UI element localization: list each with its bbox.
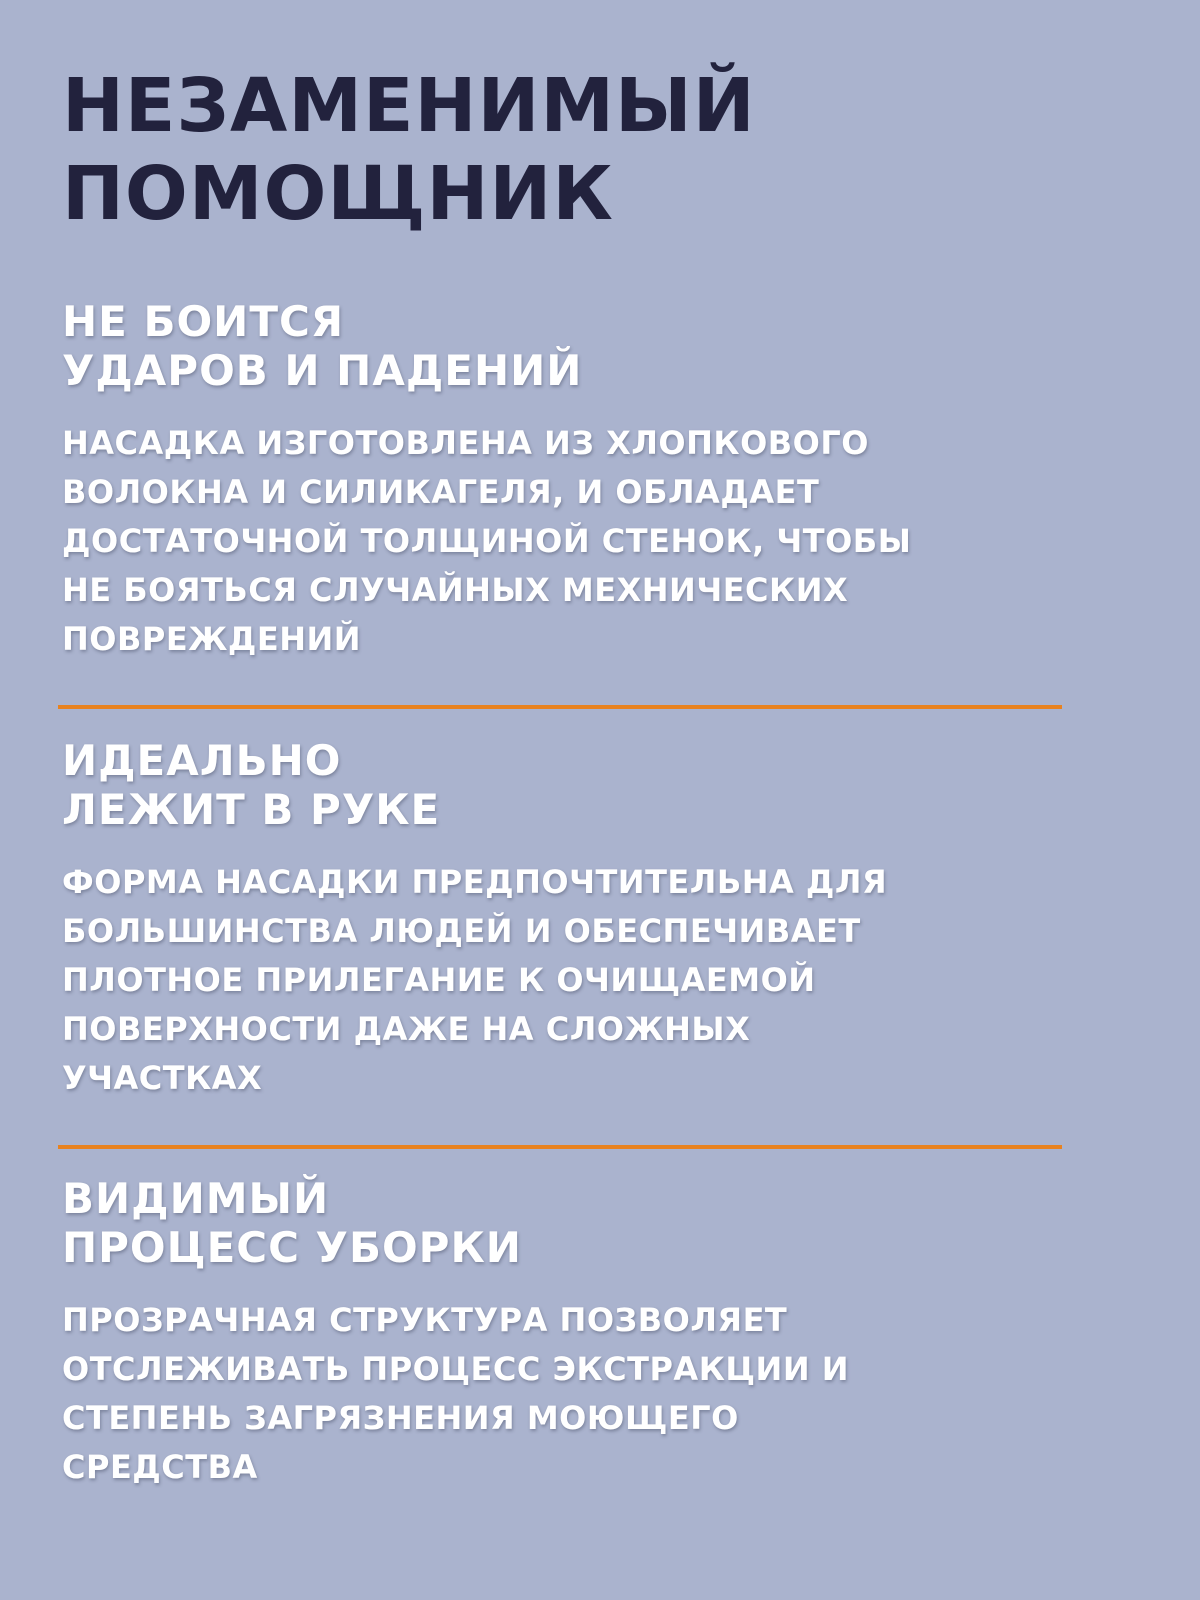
section-heading-line: ПРОЦЕСС УБОРКИ: [62, 1223, 522, 1272]
section-body: [62, 419, 911, 664]
section-body: [62, 1296, 849, 1492]
body-line: ФОРМА НАСАДКИ ПРЕДПОЧТИТЕЛЬНА ДЛЯ: [62, 863, 888, 901]
body-line: НЕ БОЯТЬСЯ СЛУЧАЙНЫХ МЕХНИЧЕСКИХ: [62, 571, 849, 609]
section-heading-line: УДАРОВ И ПАДЕНИЙ: [62, 346, 583, 395]
section-body: [62, 858, 887, 1103]
body-line: БОЛЬШИНСТВА ЛЮДЕЙ И ОБЕСПЕЧИВАЕТ: [62, 912, 861, 950]
section-heading-line: ИДЕАЛЬНО: [62, 736, 342, 785]
body-line: ПРОЗРАЧНАЯ СТРУКТУРА ПОЗВОЛЯЕТ: [62, 1301, 788, 1339]
section-heading: [62, 736, 1152, 834]
body-line: СРЕДСТВА: [62, 1448, 258, 1486]
body-line: ПОВРЕЖДЕНИЙ: [62, 620, 362, 658]
section-heading: [62, 1174, 1152, 1272]
body-line: ПЛОТНОЕ ПРИЛЕГАНИЕ К ОЧИЩАЕМОЙ: [62, 961, 816, 999]
section-heading-line: ВИДИМЫЙ: [62, 1174, 330, 1223]
page-title: [62, 62, 756, 238]
section-divider: [58, 1145, 1062, 1149]
body-line: ВОЛОКНА И СИЛИКАГЕЛЯ, И ОБЛАДАЕТ: [62, 473, 820, 511]
body-line: СТЕПЕНЬ ЗАГРЯЗНЕНИЯ МОЮЩЕГО: [62, 1399, 739, 1437]
feature-section-ergonomics: [62, 736, 1152, 1097]
feature-section-impact: [62, 297, 1152, 658]
body-line: НАСАДКА ИЗГОТОВЛЕНА ИЗ ХЛОПКОВОГО: [62, 424, 869, 462]
body-line: УЧАСТКАХ: [62, 1059, 263, 1097]
section-divider: [58, 705, 1062, 709]
section-heading-line: НЕ БОИТСЯ: [62, 297, 345, 346]
body-line: ПОВЕРХНОСТИ ДАЖЕ НА СЛОЖНЫХ: [62, 1010, 751, 1048]
body-line: ДОСТАТОЧНОЙ ТОЛЩИНОЙ СТЕНОК, ЧТОБЫ: [62, 522, 912, 560]
page-title-line-1: НЕЗАМЕНИМЫЙ: [62, 63, 756, 149]
feature-section-visibility: [62, 1174, 1152, 1486]
section-heading-line: ЛЕЖИТ В РУКЕ: [62, 785, 441, 834]
section-heading: [62, 297, 1152, 395]
body-line: ОТСЛЕЖИВАТЬ ПРОЦЕСС ЭКСТРАКЦИИ И: [62, 1350, 850, 1388]
page-title-line-2: ПОМОЩНИК: [62, 151, 614, 237]
